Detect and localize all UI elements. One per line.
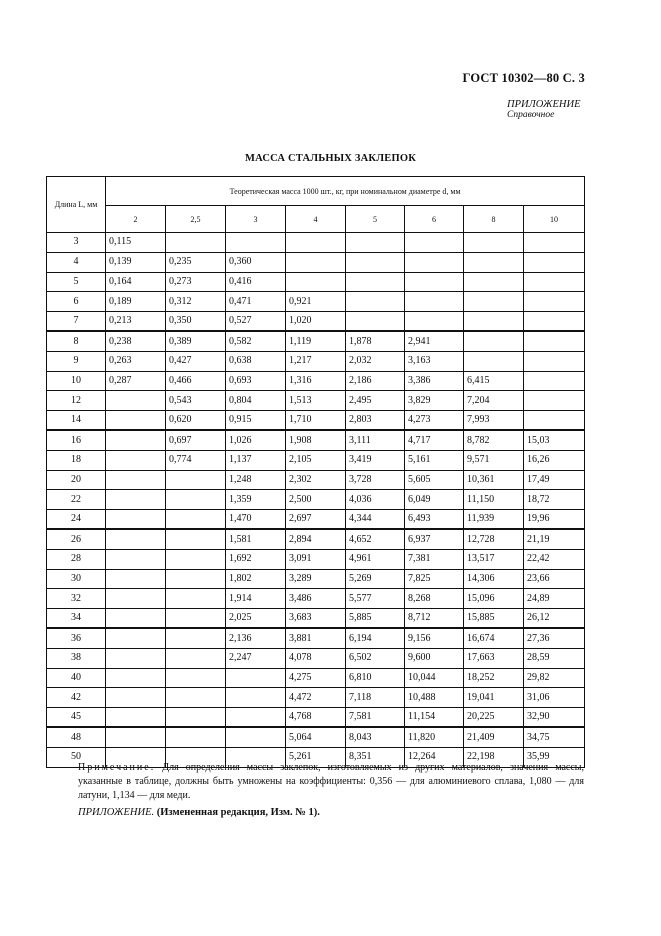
mass-cell: 17,663 bbox=[464, 648, 524, 668]
mass-cell: 7,381 bbox=[405, 549, 464, 569]
mass-cell bbox=[524, 371, 585, 391]
length-cell: 9 bbox=[47, 351, 106, 371]
mass-cell: 5,261 bbox=[286, 747, 346, 767]
mass-cell bbox=[405, 272, 464, 292]
mass-cell: 9,571 bbox=[464, 450, 524, 470]
mass-cell: 0,164 bbox=[106, 272, 166, 292]
table-row bbox=[47, 529, 585, 549]
mass-cell: 7,993 bbox=[464, 411, 524, 431]
length-cell: 6 bbox=[47, 292, 106, 312]
mass-cell: 12,728 bbox=[464, 529, 524, 549]
length-cell: 16 bbox=[47, 430, 106, 450]
mass-cell: 3,163 bbox=[405, 351, 464, 371]
mass-cell: 2,495 bbox=[346, 391, 405, 411]
table-row bbox=[47, 331, 585, 351]
document-header: ГОСТ 10302—80 С. 3 bbox=[462, 71, 585, 85]
mass-cell bbox=[405, 312, 464, 332]
mass-cell bbox=[166, 470, 226, 490]
mass-cell: 29,82 bbox=[524, 668, 585, 688]
mass-cell: 21,409 bbox=[464, 727, 524, 747]
mass-cell bbox=[106, 569, 166, 589]
mass-cell bbox=[166, 549, 226, 569]
mass-cell: 1,020 bbox=[286, 312, 346, 332]
mass-cell: 26,12 bbox=[524, 609, 585, 629]
diameter-header-cell: 10 bbox=[524, 206, 585, 233]
mass-cell: 8,712 bbox=[405, 609, 464, 629]
table-row bbox=[47, 411, 585, 431]
mass-cell bbox=[106, 450, 166, 470]
mass-cell: 18,252 bbox=[464, 668, 524, 688]
mass-cell: 3,683 bbox=[286, 609, 346, 629]
mass-cell: 4,344 bbox=[346, 510, 405, 530]
mass-cell: 8,351 bbox=[346, 747, 405, 767]
mass-cell bbox=[106, 510, 166, 530]
length-cell: 38 bbox=[47, 648, 106, 668]
table-row bbox=[47, 668, 585, 688]
mass-cell bbox=[286, 252, 346, 272]
mass-cell: 0,139 bbox=[106, 252, 166, 272]
mass-cell bbox=[166, 668, 226, 688]
mass-cell: 6,415 bbox=[464, 371, 524, 391]
mass-cell bbox=[106, 727, 166, 747]
mass-cell: 3,829 bbox=[405, 391, 464, 411]
mass-cell: 1,137 bbox=[226, 450, 286, 470]
mass-cell: 6,937 bbox=[405, 529, 464, 549]
table-row bbox=[47, 688, 585, 708]
length-cell: 34 bbox=[47, 609, 106, 629]
mass-cell: 0,638 bbox=[226, 351, 286, 371]
mass-cell: 15,096 bbox=[464, 589, 524, 609]
mass-cell: 24,89 bbox=[524, 589, 585, 609]
table-row bbox=[47, 252, 585, 272]
mass-cell: 8,782 bbox=[464, 430, 524, 450]
mass-cell: 10,361 bbox=[464, 470, 524, 490]
footer-label: ПРИЛОЖЕНИЕ. bbox=[78, 807, 155, 818]
table-row bbox=[47, 490, 585, 510]
mass-table bbox=[46, 176, 585, 768]
diameter-header-cell: 6 bbox=[405, 206, 464, 233]
mass-cell bbox=[464, 272, 524, 292]
mass-cell: 6,502 bbox=[346, 648, 405, 668]
mass-cell: 14,306 bbox=[464, 569, 524, 589]
mass-cell bbox=[106, 628, 166, 648]
mass-cell bbox=[166, 490, 226, 510]
mass-cell: 1,710 bbox=[286, 411, 346, 431]
mass-cell: 19,96 bbox=[524, 510, 585, 530]
mass-column-header: Теоретическая масса 1000 шт., кг, при номинальном диаметре d, мм bbox=[106, 177, 585, 206]
mass-cell bbox=[166, 708, 226, 728]
length-cell: 50 bbox=[47, 747, 106, 767]
mass-cell: 5,269 bbox=[346, 569, 405, 589]
mass-cell: 4,275 bbox=[286, 668, 346, 688]
mass-cell bbox=[346, 292, 405, 312]
mass-cell: 0,263 bbox=[106, 351, 166, 371]
mass-cell: 0,527 bbox=[226, 312, 286, 332]
mass-cell bbox=[286, 272, 346, 292]
mass-cell bbox=[346, 233, 405, 253]
length-column-header: Длина L, мм bbox=[47, 177, 106, 233]
mass-cell: 5,605 bbox=[405, 470, 464, 490]
table-row bbox=[47, 391, 585, 411]
length-cell: 45 bbox=[47, 708, 106, 728]
mass-cell bbox=[226, 708, 286, 728]
mass-cell: 4,652 bbox=[346, 529, 405, 549]
mass-cell: 0,921 bbox=[286, 292, 346, 312]
mass-cell bbox=[524, 351, 585, 371]
table-row bbox=[47, 351, 585, 371]
mass-cell bbox=[106, 708, 166, 728]
length-cell: 42 bbox=[47, 688, 106, 708]
length-cell: 26 bbox=[47, 529, 106, 549]
table-row bbox=[47, 470, 585, 490]
mass-cell: 6,049 bbox=[405, 490, 464, 510]
length-cell: 24 bbox=[47, 510, 106, 530]
mass-cell: 3,881 bbox=[286, 628, 346, 648]
length-cell: 20 bbox=[47, 470, 106, 490]
length-cell: 30 bbox=[47, 569, 106, 589]
mass-cell bbox=[405, 252, 464, 272]
mass-cell: 0,543 bbox=[166, 391, 226, 411]
appendix-label: ПРИЛОЖЕНИЕ bbox=[507, 99, 581, 110]
mass-cell: 0,693 bbox=[226, 371, 286, 391]
mass-cell: 1,119 bbox=[286, 331, 346, 351]
mass-cell: 21,19 bbox=[524, 529, 585, 549]
mass-cell: 18,72 bbox=[524, 490, 585, 510]
mass-cell bbox=[405, 233, 464, 253]
mass-cell bbox=[226, 668, 286, 688]
mass-cell: 5,161 bbox=[405, 450, 464, 470]
mass-cell: 3,091 bbox=[286, 549, 346, 569]
diameter-header-cell: 3 bbox=[226, 206, 286, 233]
mass-cell: 0,312 bbox=[166, 292, 226, 312]
mass-cell bbox=[106, 411, 166, 431]
mass-cell bbox=[464, 292, 524, 312]
mass-cell: 2,105 bbox=[286, 450, 346, 470]
mass-cell: 7,825 bbox=[405, 569, 464, 589]
table-row bbox=[47, 430, 585, 450]
mass-cell: 1,914 bbox=[226, 589, 286, 609]
mass-cell: 34,75 bbox=[524, 727, 585, 747]
mass-cell: 1,217 bbox=[286, 351, 346, 371]
mass-cell bbox=[524, 312, 585, 332]
table-row bbox=[47, 549, 585, 569]
diameter-header-cell: 5 bbox=[346, 206, 405, 233]
mass-cell: 7,581 bbox=[346, 708, 405, 728]
mass-cell: 1,026 bbox=[226, 430, 286, 450]
mass-cell: 0,427 bbox=[166, 351, 226, 371]
mass-cell: 6,493 bbox=[405, 510, 464, 530]
length-cell: 18 bbox=[47, 450, 106, 470]
mass-cell: 3,111 bbox=[346, 430, 405, 450]
mass-cell bbox=[106, 490, 166, 510]
mass-cell bbox=[346, 272, 405, 292]
table-row bbox=[47, 233, 585, 253]
appendix-block bbox=[507, 99, 581, 121]
mass-cell: 8,268 bbox=[405, 589, 464, 609]
table-row bbox=[47, 312, 585, 332]
mass-cell: 9,600 bbox=[405, 648, 464, 668]
mass-cell bbox=[226, 233, 286, 253]
mass-cell: 3,386 bbox=[405, 371, 464, 391]
mass-cell bbox=[106, 549, 166, 569]
mass-cell: 0,804 bbox=[226, 391, 286, 411]
mass-cell: 20,225 bbox=[464, 708, 524, 728]
length-cell: 4 bbox=[47, 252, 106, 272]
mass-cell bbox=[106, 470, 166, 490]
mass-cell bbox=[106, 391, 166, 411]
mass-table-wrap bbox=[46, 176, 585, 768]
mass-cell: 9,156 bbox=[405, 628, 464, 648]
mass-cell: 1,581 bbox=[226, 529, 286, 549]
mass-cell: 11,150 bbox=[464, 490, 524, 510]
mass-cell bbox=[166, 569, 226, 589]
mass-cell: 0,774 bbox=[166, 450, 226, 470]
mass-cell: 2,186 bbox=[346, 371, 405, 391]
mass-cell: 1,692 bbox=[226, 549, 286, 569]
mass-cell: 5,885 bbox=[346, 609, 405, 629]
mass-cell: 2,697 bbox=[286, 510, 346, 530]
mass-cell: 32,90 bbox=[524, 708, 585, 728]
mass-cell bbox=[524, 331, 585, 351]
mass-cell bbox=[226, 688, 286, 708]
mass-cell bbox=[166, 628, 226, 648]
mass-cell: 6,194 bbox=[346, 628, 405, 648]
table-row bbox=[47, 628, 585, 648]
diameter-header-cell: 2,5 bbox=[166, 206, 226, 233]
mass-cell: 28,59 bbox=[524, 648, 585, 668]
mass-cell: 12,264 bbox=[405, 747, 464, 767]
mass-cell: 11,939 bbox=[464, 510, 524, 530]
mass-cell: 8,043 bbox=[346, 727, 405, 747]
mass-cell: 2,302 bbox=[286, 470, 346, 490]
table-row bbox=[47, 569, 585, 589]
mass-cell: 0,582 bbox=[226, 331, 286, 351]
mass-cell: 13,517 bbox=[464, 549, 524, 569]
table-row bbox=[47, 450, 585, 470]
mass-cell bbox=[106, 430, 166, 450]
mass-cell: 1,359 bbox=[226, 490, 286, 510]
length-cell: 10 bbox=[47, 371, 106, 391]
mass-cell: 0,360 bbox=[226, 252, 286, 272]
mass-cell: 4,273 bbox=[405, 411, 464, 431]
mass-cell: 10,488 bbox=[405, 688, 464, 708]
mass-cell: 5,064 bbox=[286, 727, 346, 747]
mass-cell: 16,26 bbox=[524, 450, 585, 470]
length-cell: 12 bbox=[47, 391, 106, 411]
mass-cell: 4,961 bbox=[346, 549, 405, 569]
mass-cell bbox=[524, 233, 585, 253]
table-row bbox=[47, 589, 585, 609]
mass-cell: 11,154 bbox=[405, 708, 464, 728]
table-row bbox=[47, 292, 585, 312]
mass-cell: 3,728 bbox=[346, 470, 405, 490]
mass-cell: 2,136 bbox=[226, 628, 286, 648]
mass-cell bbox=[106, 688, 166, 708]
mass-cell: 5,577 bbox=[346, 589, 405, 609]
mass-cell: 1,470 bbox=[226, 510, 286, 530]
mass-cell: 1,802 bbox=[226, 569, 286, 589]
mass-cell: 27,36 bbox=[524, 628, 585, 648]
mass-cell bbox=[166, 727, 226, 747]
mass-cell: 0,350 bbox=[166, 312, 226, 332]
table-body bbox=[47, 233, 585, 768]
mass-cell: 0,389 bbox=[166, 331, 226, 351]
mass-cell bbox=[346, 252, 405, 272]
table-row bbox=[47, 609, 585, 629]
length-cell: 22 bbox=[47, 490, 106, 510]
mass-cell bbox=[464, 351, 524, 371]
length-cell: 5 bbox=[47, 272, 106, 292]
mass-cell: 1,878 bbox=[346, 331, 405, 351]
mass-cell: 10,044 bbox=[405, 668, 464, 688]
mass-cell: 19,041 bbox=[464, 688, 524, 708]
mass-cell bbox=[106, 648, 166, 668]
diameter-header-cell: 4 bbox=[286, 206, 346, 233]
mass-cell: 31,06 bbox=[524, 688, 585, 708]
mass-cell: 2,247 bbox=[226, 648, 286, 668]
length-cell: 28 bbox=[47, 549, 106, 569]
mass-cell: 0,471 bbox=[226, 292, 286, 312]
mass-cell: 0,466 bbox=[166, 371, 226, 391]
mass-cell: 0,235 bbox=[166, 252, 226, 272]
table-row bbox=[47, 727, 585, 747]
footer-line bbox=[78, 807, 320, 818]
mass-cell: 1,513 bbox=[286, 391, 346, 411]
mass-cell bbox=[524, 292, 585, 312]
mass-cell bbox=[106, 609, 166, 629]
length-cell: 8 bbox=[47, 331, 106, 351]
length-cell: 14 bbox=[47, 411, 106, 431]
table-row bbox=[47, 371, 585, 391]
mass-cell: 35,99 bbox=[524, 747, 585, 767]
mass-cell: 0,287 bbox=[106, 371, 166, 391]
note-text: Для определения массы заклепок, изготовляемых из других материалов, значения массы, указанные в таблице, должны быть умножены на коэффициенты: 0,356 — для алюминиевого сплава, 1,080 — для латуни, 1,134 — для меди. bbox=[78, 762, 584, 801]
mass-cell: 4,717 bbox=[405, 430, 464, 450]
mass-cell: 0,915 bbox=[226, 411, 286, 431]
mass-cell: 2,025 bbox=[226, 609, 286, 629]
mass-cell bbox=[464, 312, 524, 332]
diameter-header-cell: 2 bbox=[106, 206, 166, 233]
mass-cell: 6,810 bbox=[346, 668, 405, 688]
mass-cell: 17,49 bbox=[524, 470, 585, 490]
mass-cell: 7,118 bbox=[346, 688, 405, 708]
mass-cell bbox=[226, 727, 286, 747]
mass-cell: 4,036 bbox=[346, 490, 405, 510]
mass-cell: 4,768 bbox=[286, 708, 346, 728]
mass-cell bbox=[405, 292, 464, 312]
mass-cell: 2,032 bbox=[346, 351, 405, 371]
table-row bbox=[47, 648, 585, 668]
mass-cell bbox=[166, 233, 226, 253]
mass-cell: 11,820 bbox=[405, 727, 464, 747]
table-title: МАССА СТАЛЬНЫХ ЗАКЛЕПОК bbox=[244, 153, 417, 164]
note bbox=[78, 761, 584, 803]
mass-cell: 0,273 bbox=[166, 272, 226, 292]
mass-cell: 15,03 bbox=[524, 430, 585, 450]
mass-cell bbox=[524, 272, 585, 292]
length-cell: 3 bbox=[47, 233, 106, 253]
mass-cell bbox=[464, 331, 524, 351]
mass-cell: 0,189 bbox=[106, 292, 166, 312]
mass-cell: 0,238 bbox=[106, 331, 166, 351]
mass-cell: 4,078 bbox=[286, 648, 346, 668]
diameter-header-row bbox=[47, 206, 585, 233]
mass-cell: 0,620 bbox=[166, 411, 226, 431]
mass-cell: 16,674 bbox=[464, 628, 524, 648]
length-cell: 7 bbox=[47, 312, 106, 332]
mass-cell bbox=[106, 668, 166, 688]
length-cell: 32 bbox=[47, 589, 106, 609]
mass-cell bbox=[464, 252, 524, 272]
mass-cell bbox=[166, 609, 226, 629]
mass-cell bbox=[464, 233, 524, 253]
mass-cell bbox=[166, 648, 226, 668]
mass-cell: 7,204 bbox=[464, 391, 524, 411]
mass-cell: 1,248 bbox=[226, 470, 286, 490]
diameter-header-cell: 8 bbox=[464, 206, 524, 233]
mass-cell: 3,419 bbox=[346, 450, 405, 470]
appendix-sub: Справочное bbox=[507, 110, 555, 120]
mass-cell: 15,885 bbox=[464, 609, 524, 629]
mass-cell: 4,472 bbox=[286, 688, 346, 708]
mass-cell: 0,115 bbox=[106, 233, 166, 253]
mass-cell: 2,941 bbox=[405, 331, 464, 351]
length-cell: 40 bbox=[47, 668, 106, 688]
mass-cell: 22,42 bbox=[524, 549, 585, 569]
mass-cell: 23,66 bbox=[524, 569, 585, 589]
mass-cell bbox=[166, 529, 226, 549]
mass-cell: 3,486 bbox=[286, 589, 346, 609]
mass-cell bbox=[346, 312, 405, 332]
mass-cell bbox=[166, 688, 226, 708]
table-row bbox=[47, 272, 585, 292]
footer-text: (Измененная редакция, Изм. № 1). bbox=[156, 807, 320, 818]
mass-cell: 1,908 bbox=[286, 430, 346, 450]
mass-cell: 0,213 bbox=[106, 312, 166, 332]
mass-cell bbox=[524, 391, 585, 411]
mass-cell bbox=[106, 589, 166, 609]
table-row bbox=[47, 708, 585, 728]
mass-cell bbox=[166, 510, 226, 530]
mass-cell bbox=[106, 529, 166, 549]
length-cell: 36 bbox=[47, 628, 106, 648]
mass-cell: 1,316 bbox=[286, 371, 346, 391]
table-row bbox=[47, 510, 585, 530]
mass-cell bbox=[166, 589, 226, 609]
mass-cell bbox=[286, 233, 346, 253]
mass-cell bbox=[524, 252, 585, 272]
mass-cell: 2,894 bbox=[286, 529, 346, 549]
mass-cell: 0,416 bbox=[226, 272, 286, 292]
mass-cell: 2,803 bbox=[346, 411, 405, 431]
mass-cell bbox=[524, 411, 585, 431]
mass-cell: 2,500 bbox=[286, 490, 346, 510]
mass-cell: 22,198 bbox=[464, 747, 524, 767]
note-label: Примечание. bbox=[78, 762, 156, 773]
length-cell: 48 bbox=[47, 727, 106, 747]
mass-cell: 0,697 bbox=[166, 430, 226, 450]
mass-cell: 3,289 bbox=[286, 569, 346, 589]
